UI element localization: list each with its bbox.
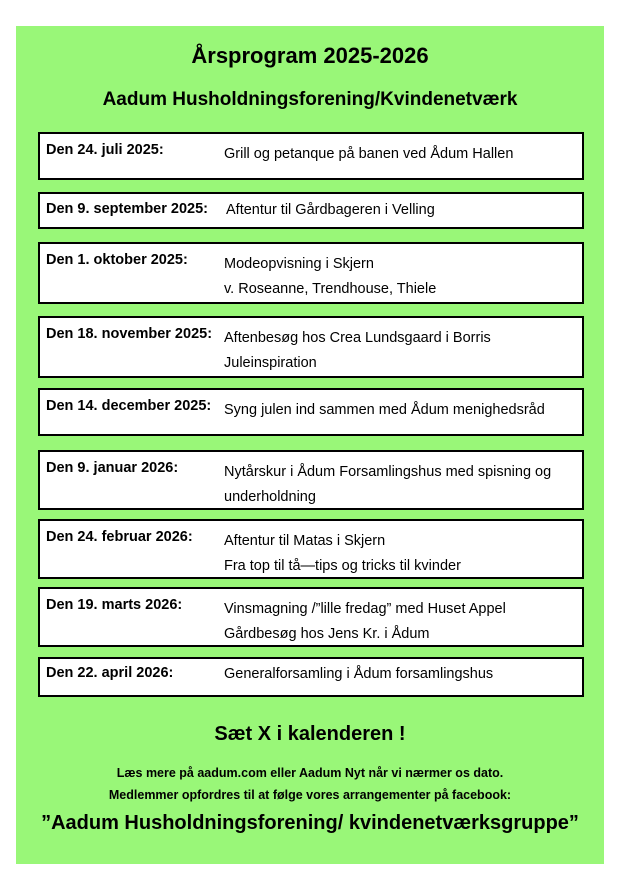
event-box bbox=[38, 519, 584, 579]
event-line: Gårdbesøg hos Jens Kr. i Ådum bbox=[224, 626, 430, 642]
event-line: Nytårskur i Ådum Forsamlingshus med spisning og underholdning bbox=[224, 464, 552, 505]
info-text: Læs mere på aadum.com eller Aadum Nyt når vi nærmer os dato. bbox=[116, 766, 504, 780]
event-date: Den 19. marts 2026: bbox=[46, 597, 183, 613]
calendar-reminder: Sæt X i kalenderen ! bbox=[214, 723, 406, 745]
event-line: Aftenbesøg hos Crea Lundsgaard i Borris bbox=[224, 330, 491, 346]
event-date: Den 22. april 2026: bbox=[46, 665, 174, 681]
event-description bbox=[224, 252, 574, 302]
event-description bbox=[224, 529, 574, 579]
event-box bbox=[38, 192, 584, 229]
event-date: Den 1. oktober 2025: bbox=[46, 252, 188, 268]
event-date: Den 24. juli 2025: bbox=[46, 142, 164, 158]
event-description bbox=[224, 597, 574, 647]
event-line: Vinsmagning /”lille fredag” med Huset Appel bbox=[224, 601, 506, 617]
event-line: Grill og petanque på banen ved Ådum Hallen bbox=[224, 146, 514, 162]
poster bbox=[16, 26, 604, 864]
event-box bbox=[38, 132, 584, 180]
event-description bbox=[226, 198, 576, 223]
event-box bbox=[38, 587, 584, 647]
event-line: v. Roseanne, Trendhouse, Thiele bbox=[224, 281, 437, 297]
info-text: Medlemmer opfordres til at følge vores arrangementer på facebook: bbox=[108, 788, 512, 802]
event-line: Aftentur til Matas i Skjern bbox=[224, 533, 386, 549]
event-description bbox=[224, 142, 574, 167]
event-date: Den 24. februar 2026: bbox=[46, 529, 193, 545]
event-box bbox=[38, 388, 584, 436]
event-date: Den 9. september 2025: bbox=[46, 201, 208, 217]
event-description bbox=[224, 398, 574, 423]
event-date: Den 14. december 2025: bbox=[46, 398, 212, 414]
event-box bbox=[38, 316, 584, 378]
page-title: Årsprogram 2025-2026 bbox=[191, 43, 429, 68]
event-description bbox=[224, 326, 574, 376]
event-line: Fra top til tå—tips og tricks til kvinder bbox=[224, 558, 461, 574]
facebook-group-name: ”Aadum Husholdningsforening/ kvindenetværksgruppe” bbox=[41, 812, 579, 834]
event-description bbox=[224, 662, 574, 687]
event-date: Den 18. november 2025: bbox=[46, 326, 213, 342]
event-date: Den 9. januar 2026: bbox=[46, 460, 179, 476]
event-line: Modeopvisning i Skjern bbox=[224, 256, 374, 272]
event-line: Syng julen ind sammen med Ådum menighedsråd bbox=[224, 402, 545, 418]
event-line: Juleinspiration bbox=[224, 355, 317, 371]
event-line: Generalforsamling i Ådum forsamlingshus bbox=[224, 666, 494, 682]
page-subtitle: Aadum Husholdningsforening/Kvindenetværk bbox=[102, 89, 518, 110]
event-box bbox=[38, 657, 584, 697]
event-description bbox=[224, 460, 574, 510]
event-line: Aftentur til Gårdbageren i Velling bbox=[226, 202, 435, 218]
event-box bbox=[38, 450, 584, 510]
event-box bbox=[38, 242, 584, 304]
